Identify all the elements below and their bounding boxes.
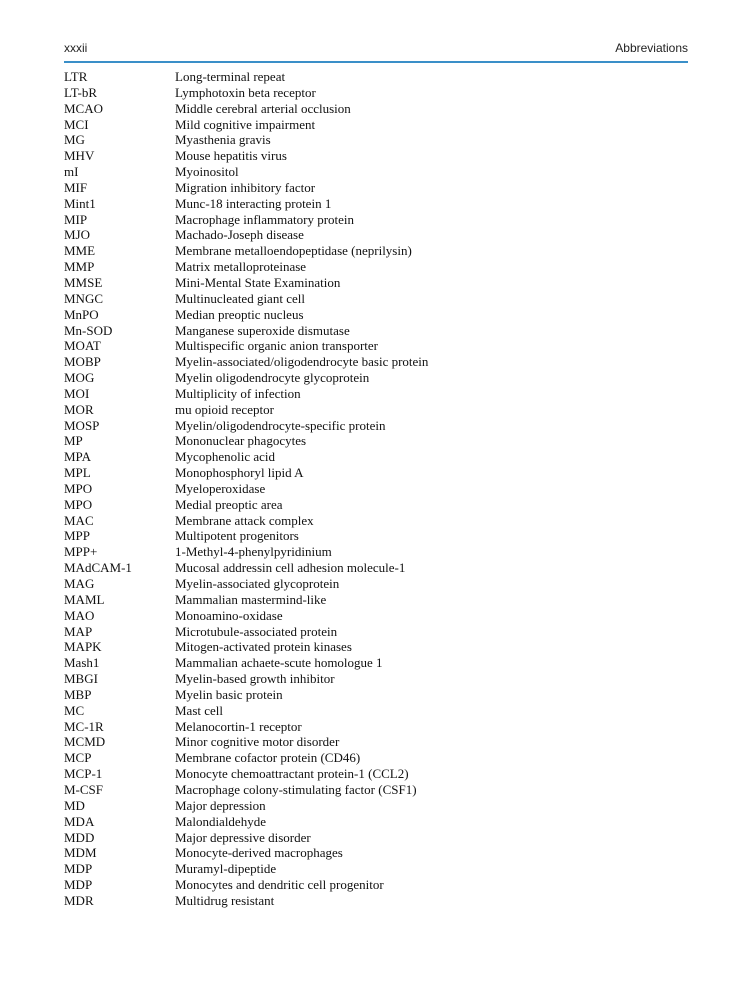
abbreviation-definition: Minor cognitive motor disorder	[175, 734, 340, 750]
abbreviation-definition: Mammalian mastermind-like	[175, 591, 327, 607]
abbreviation-row	[64, 85, 688, 101]
abbreviation-term: Mash1	[64, 655, 100, 671]
abbreviation-term: MOBP	[64, 354, 101, 370]
abbreviation-row	[64, 323, 688, 339]
abbreviation-row	[64, 354, 688, 370]
abbreviation-term: MAG	[64, 576, 95, 591]
abbreviation-term: MDM	[64, 845, 97, 861]
abbreviation-term: MMSE	[64, 274, 103, 290]
abbreviation-term: MMP	[64, 259, 95, 275]
abbreviation-row	[64, 703, 688, 719]
abbreviation-definition: Membrane metalloendopeptidase (neprilysin)	[175, 243, 412, 259]
abbreviation-term: MDP	[64, 877, 93, 893]
abbreviation-definition: Multinucleated giant cell	[175, 290, 305, 306]
abbreviation-definition: Myelin-associated glycoprotein	[175, 576, 340, 591]
abbreviation-definition: Multidrug resistant	[175, 892, 275, 908]
abbreviation-definition: Mammalian achaete-scute homologue 1	[175, 655, 383, 671]
abbreviation-term: MOSP	[64, 417, 100, 433]
abbreviation-definition: Median preoptic nucleus	[175, 306, 304, 322]
abbreviation-row	[64, 798, 688, 814]
abbreviation-term: MAML	[64, 591, 105, 607]
abbreviation-definition: Mouse hepatitis virus	[175, 148, 287, 164]
abbreviation-term: mI	[64, 164, 79, 180]
abbreviation-row	[64, 655, 688, 671]
abbreviation-definition: Major depression	[175, 797, 266, 813]
abbreviation-definition: Mononuclear phagocytes	[175, 433, 307, 449]
abbreviation-row	[64, 132, 688, 148]
abbreviation-term: MDP	[64, 861, 93, 877]
abbreviation-row	[64, 433, 688, 449]
abbreviation-row	[64, 259, 688, 275]
abbreviation-term: MAPK	[64, 639, 102, 655]
abbreviation-row	[64, 227, 688, 243]
abbreviation-row	[64, 275, 688, 291]
abbreviation-row	[64, 449, 688, 465]
abbreviation-definition: Muramyl-dipeptide	[175, 861, 277, 877]
abbreviation-term: MD	[64, 797, 85, 813]
abbreviation-row	[64, 782, 688, 798]
abbreviation-definition: Mycophenolic acid	[175, 449, 275, 465]
page-header	[64, 41, 688, 61]
abbreviation-definition: Medial preoptic area	[175, 496, 283, 512]
abbreviation-row	[64, 639, 688, 655]
abbreviation-row	[64, 766, 688, 782]
abbreviation-term: MME	[64, 243, 96, 259]
abbreviation-definition: Machado-Joseph disease	[175, 227, 304, 243]
abbreviation-term: MAO	[64, 607, 95, 623]
abbreviation-term: MDA	[64, 813, 95, 829]
abbreviation-term: MnPO	[64, 306, 99, 322]
header-rule	[64, 61, 688, 63]
abbreviation-row	[64, 402, 688, 418]
abbreviation-row	[64, 893, 688, 909]
abbreviation-row	[64, 719, 688, 735]
abbreviation-term: MHV	[64, 148, 95, 164]
abbreviation-term: MNGC	[64, 290, 104, 306]
abbreviation-row	[64, 544, 688, 560]
abbreviation-term: MBGI	[64, 671, 98, 687]
abbreviation-row	[64, 164, 688, 180]
abbreviation-definition: Membrane attack complex	[175, 512, 314, 528]
abbreviation-term: MBP	[64, 686, 92, 702]
abbreviation-term: MC-1R	[64, 718, 104, 734]
abbreviation-definition: Monoamino-oxidase	[175, 607, 283, 623]
abbreviation-term: MCP	[64, 750, 92, 766]
abbreviation-term: MPP+	[64, 544, 98, 560]
abbreviation-row	[64, 418, 688, 434]
abbreviation-term: MIF	[64, 179, 88, 195]
abbreviation-term: MOI	[64, 385, 90, 401]
abbreviation-definition: Myelin oligodendrocyte glycoprotein	[175, 370, 370, 386]
abbreviation-row	[64, 560, 688, 576]
abbreviation-row	[64, 750, 688, 766]
abbreviation-row	[64, 386, 688, 402]
abbreviation-row	[64, 370, 688, 386]
abbreviation-definition: Mild cognitive impairment	[175, 116, 316, 132]
abbreviation-definition: Myelin-associated/oligodendrocyte basic protein	[175, 354, 429, 370]
abbreviation-term: MAdCAM-1	[64, 560, 132, 576]
abbreviation-row	[64, 624, 688, 640]
abbreviation-definition: Myelin basic protein	[175, 686, 283, 702]
abbreviation-definition: Myasthenia gravis	[175, 132, 271, 148]
abbreviation-term: MPO	[64, 480, 93, 496]
abbreviation-row	[64, 861, 688, 877]
abbreviation-term: MP	[64, 433, 83, 449]
abbreviation-row	[64, 671, 688, 687]
abbreviation-definition: Myeloperoxidase	[175, 480, 266, 496]
section-title: Abbreviations	[615, 41, 688, 55]
abbreviation-definition: Migration inhibitory factor	[175, 179, 316, 195]
abbreviation-definition: Myelin/oligodendrocyte-specific protein	[175, 417, 386, 433]
abbreviation-definition: Long-terminal repeat	[175, 69, 286, 84]
abbreviation-row	[64, 513, 688, 529]
abbreviation-definition: Mast cell	[175, 702, 224, 718]
abbreviation-row	[64, 465, 688, 481]
abbreviation-row	[64, 877, 688, 893]
abbreviation-row	[64, 734, 688, 750]
abbreviation-row	[64, 845, 688, 861]
abbreviation-definition: Manganese superoxide dismutase	[175, 322, 350, 338]
abbreviation-term: MJO	[64, 227, 91, 243]
abbreviation-term: MPO	[64, 496, 93, 512]
abbreviation-definition: Macrophage inflammatory protein	[175, 211, 355, 227]
abbreviation-term: MAC	[64, 512, 94, 528]
abbreviation-term: MG	[64, 132, 85, 148]
abbreviation-row	[64, 497, 688, 513]
abbreviation-definition: Monophosphoryl lipid A	[175, 465, 304, 481]
abbreviation-term: MDD	[64, 829, 95, 845]
abbreviation-term: MCP-1	[64, 766, 103, 782]
abbreviation-term: MDR	[64, 892, 94, 908]
abbreviation-definition: Melanocortin-1 receptor	[175, 718, 302, 734]
abbreviation-row	[64, 69, 688, 85]
abbreviation-row	[64, 196, 688, 212]
abbreviation-term: MIP	[64, 211, 88, 227]
abbreviation-row	[64, 101, 688, 117]
abbreviation-definition: Mitogen-activated protein kinases	[175, 639, 352, 655]
abbreviation-definition: Microtubule-associated protein	[175, 623, 338, 639]
abbreviation-definition: Myelin-based growth inhibitor	[175, 671, 335, 687]
abbreviation-definition: Malondialdehyde	[175, 813, 266, 829]
abbreviation-definition: Monocyte-derived macrophages	[175, 845, 343, 861]
abbreviation-term: M-CSF	[64, 781, 104, 797]
abbreviation-row	[64, 576, 688, 592]
abbreviation-term: LT-bR	[64, 84, 97, 100]
abbreviation-definition: Multiplicity of infection	[175, 385, 301, 401]
abbreviation-definition: Matrix metalloproteinase	[175, 259, 307, 275]
abbreviation-term: MC	[64, 702, 85, 718]
page-number: xxxii	[64, 41, 88, 55]
abbreviation-row	[64, 481, 688, 497]
abbreviation-row	[64, 830, 688, 846]
abbreviation-term: MAP	[64, 623, 93, 639]
abbreviation-term: MCAO	[64, 100, 104, 116]
abbreviation-term: MPL	[64, 465, 91, 481]
abbreviation-row	[64, 117, 688, 133]
abbreviation-definition: Multispecific organic anion transporter	[175, 338, 379, 354]
abbreviation-definition: Lymphotoxin beta receptor	[175, 84, 316, 100]
abbreviation-definition: Membrane cofactor protein (CD46)	[175, 750, 361, 766]
abbreviation-row	[64, 338, 688, 354]
abbreviation-definition: Macrophage colony-stimulating factor (CSF1)	[175, 781, 417, 797]
abbreviation-term: MCMD	[64, 734, 106, 750]
abbreviation-definition: Monocytes and dendritic cell progenitor	[175, 877, 384, 893]
abbreviation-definition: mu opioid receptor	[175, 401, 274, 417]
abbreviation-definition: Major depressive disorder	[175, 829, 311, 845]
abbreviation-definition: Munc-18 interacting protein 1	[175, 195, 332, 211]
abbreviation-row	[64, 592, 688, 608]
abbreviation-definition: Mini-Mental State Examination	[175, 274, 341, 290]
abbreviation-term: MOR	[64, 401, 94, 417]
abbreviation-row	[64, 687, 688, 703]
abbreviation-definition: 1-Methyl-4-phenylpyridinium	[175, 544, 332, 560]
abbreviation-row	[64, 212, 688, 228]
abbreviation-definition: Multipotent progenitors	[175, 528, 299, 544]
abbreviation-row	[64, 180, 688, 196]
abbreviation-row	[64, 307, 688, 323]
abbreviation-row	[64, 528, 688, 544]
abbreviation-term: Mn-SOD	[64, 322, 113, 338]
abbreviation-row	[64, 608, 688, 624]
abbreviation-term: LTR	[64, 69, 88, 84]
abbreviation-definition: Middle cerebral arterial occlusion	[175, 100, 351, 116]
abbreviation-term: MOAT	[64, 338, 101, 354]
abbreviation-definition: Mucosal addressin cell adhesion molecule-1	[175, 560, 406, 576]
abbreviation-term: MPP	[64, 528, 91, 544]
abbreviation-term: MOG	[64, 370, 95, 386]
abbreviation-term: Mint1	[64, 195, 96, 211]
abbreviation-row	[64, 243, 688, 259]
abbreviation-row	[64, 291, 688, 307]
abbreviation-definition: Monocyte chemoattractant protein-1 (CCL2)	[175, 766, 409, 782]
abbreviation-term: MCI	[64, 116, 89, 132]
abbreviation-row	[64, 814, 688, 830]
abbreviation-definition: Myoinositol	[175, 164, 239, 180]
abbreviation-list	[64, 69, 688, 909]
abbreviation-term: MPA	[64, 449, 91, 465]
abbreviation-row	[64, 148, 688, 164]
